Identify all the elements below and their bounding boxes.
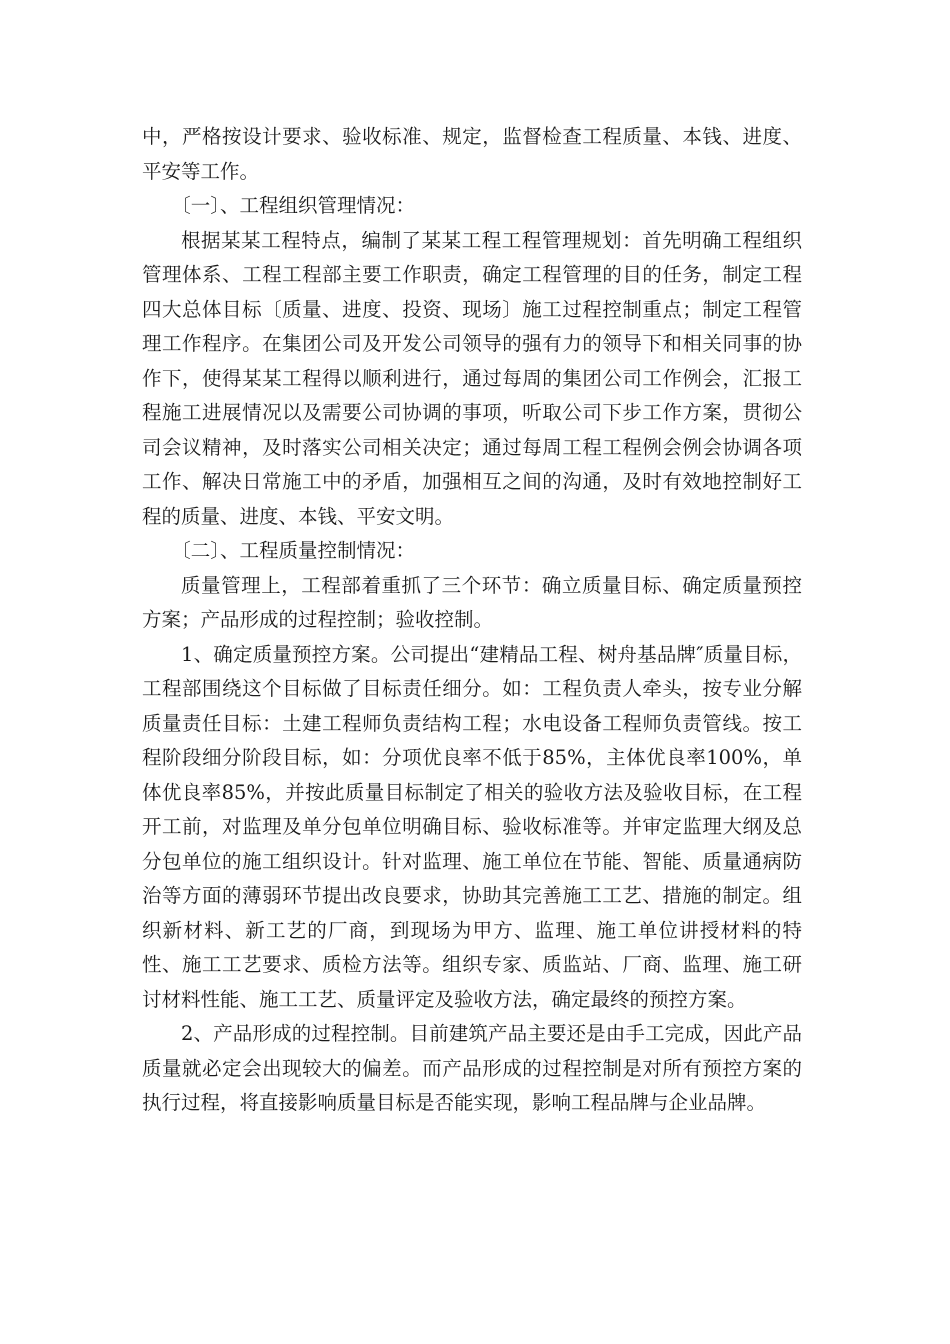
paragraph-organization: 根据某某工程特点，编制了某某工程工程管理规划：首先明确工程组织管理体系、工程工程部主要工作职责，确定工程管理的目的任务，制定工程四大总体目标〔质量、进度、投资、现场〕施工过程控制重点；制定工程管理工作程序。在集团公司及开发公司领导的强有力的领导下和相关同事的协作下，使得某某工程得以顺利进行，通过每周的集团公司工作例会，汇报工程施工进展情况以及需要公司协调的事项，听取公司下步工作方案，贯彻公司会议精神，及时落实公司相关决定；通过每周工程工程例会例会协调各项工作、解决日常施工中的矛盾，加强相互之间的沟通，及时有效地控制好工程的质量、进度、本钱、平安文明。 (142, 228, 802, 528)
paragraph-continued: 中，严格按设计要求、验收标准、规定，监督检查工程质量、本钱、进度、平安等工作。 (142, 125, 802, 183)
paragraph-quality-plan: 1、确定质量预控方案。公司提出“建精品工程、树舟基品牌″质量目标，工程部围绕这个目标做了目标责任细分。如：工程负责人牵头，按专业分解质量责任目标：土建工程师负责结构工程；水电设备工程师负责管线。按工程阶段细分阶段目标，如：分项优良率不低于85%，主体优良率100%，单体优良率85%，并按此质量目标制定了相关的验收方法及验收目标，在工程开工前，对监理及单分包单位明确目标、验收标准等。并审定监理大纲及总分包单位的施工组织设计。针对监理、施工单位在节能、智能、质量通病防治等方面的薄弱环节提出改良要求，协助其完善施工工艺、措施的制定。组织新材料、新工艺的厂商，到现场为甲方、监理、施工单位讲授材料的特性、施工工艺要求、质检方法等。组织专家、质监站、厂商、监理、施工研讨材料性能、施工工艺、质量评定及验收方法，确定最终的预控方案。 (142, 642, 802, 1011)
section-heading-2: 〔二〕、工程质量控制情况： (171, 539, 416, 562)
paragraph-quality-intro: 质量管理上，工程部着重抓了三个环节：确立质量目标、确定质量预控方案；产品形成的过程控制；验收控制。 (142, 573, 802, 631)
section-heading-1: 〔一〕、工程组织管理情况： (171, 194, 416, 217)
document-body (142, 120, 802, 1121)
paragraph-process-control: 2、产品形成的过程控制。目前建筑产品主要还是由手工完成，因此产品质量就必定会出现较大的偏差。而产品形成的过程控制是对所有预控方案的执行过程，将直接影响质量目标是否能实现，影响工程品牌与企业品牌。 (142, 1022, 802, 1114)
